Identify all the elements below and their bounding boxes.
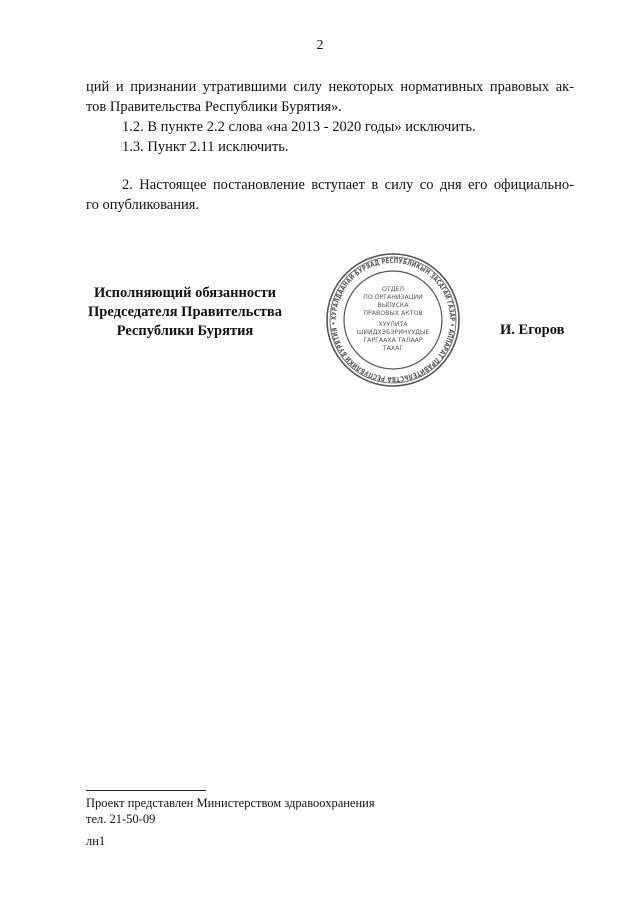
signatory-title-line-2: Председателя Правительства (88, 304, 282, 320)
signatory-title-line-1: Исполняющий обязанности (93, 285, 277, 301)
seal-inner-line: ГАРГААХА ТАЛААР (363, 337, 423, 344)
page-number: 2 (316, 38, 324, 53)
seal-inner-line: ТАХАГ (382, 345, 404, 352)
signatory-title (80, 284, 290, 341)
paragraph-1-line-2: тов Правительства Республики Бурятия». (86, 99, 342, 115)
seal-outer-ring (327, 254, 459, 386)
seal-inner-line: ВЫПУСКА (377, 302, 409, 309)
document-code: лн1 (86, 834, 106, 848)
footnote-line-2: тел. 21-50-09 (86, 812, 156, 826)
seal-inner-line: ШИИДХЭБЭРИНУУДЫЕ (356, 329, 430, 336)
footnote (86, 795, 375, 827)
footnote-line-1: Проект представлен Министерством здравоохранения (86, 796, 375, 810)
signatory-title-line-3: Республики Бурятия (116, 323, 254, 339)
item-1-3: 1.3. Пункт 2.11 исключить. (122, 139, 289, 155)
seal-inner-line: ХУУЛИТА (378, 321, 408, 328)
seal-inner-line: ПО ОРГАНИЗАЦИИ (363, 294, 423, 301)
seal-inner-text (357, 286, 430, 352)
seal-ring-text: ХУРАЛДААНАЙ БУРЯАД РЕСПУБЛИКЫН ЗАСАГАЙ ГАЗАР • АППАРАТ ПРАВИТЕЛЬСТВА РЕСПУБЛИКИ БУРЯТИЯ • (328, 255, 458, 385)
seal-inner-line: ОТДЕЛ (381, 286, 405, 293)
footnote-divider (86, 790, 206, 791)
official-seal-stamp (324, 251, 462, 389)
seal-inner-line: ПРАВОВЫХ АКТОВ (363, 310, 423, 317)
paragraph-2-line-2: го опубликования. (86, 197, 200, 213)
item-1-2: 1.2. В пункте 2.2 слова «на 2013 - 2020 годы» исключить. (122, 119, 476, 135)
paragraph-1-line-1: ций и признании утратившими силу некоторых нормативных правовых ак- (86, 79, 574, 95)
paragraph-2-line-1: 2. Настоящее постановление вступает в силу со дня его официально- (122, 177, 574, 193)
signer-name: И. Егоров (500, 322, 565, 338)
document-body (86, 77, 574, 215)
